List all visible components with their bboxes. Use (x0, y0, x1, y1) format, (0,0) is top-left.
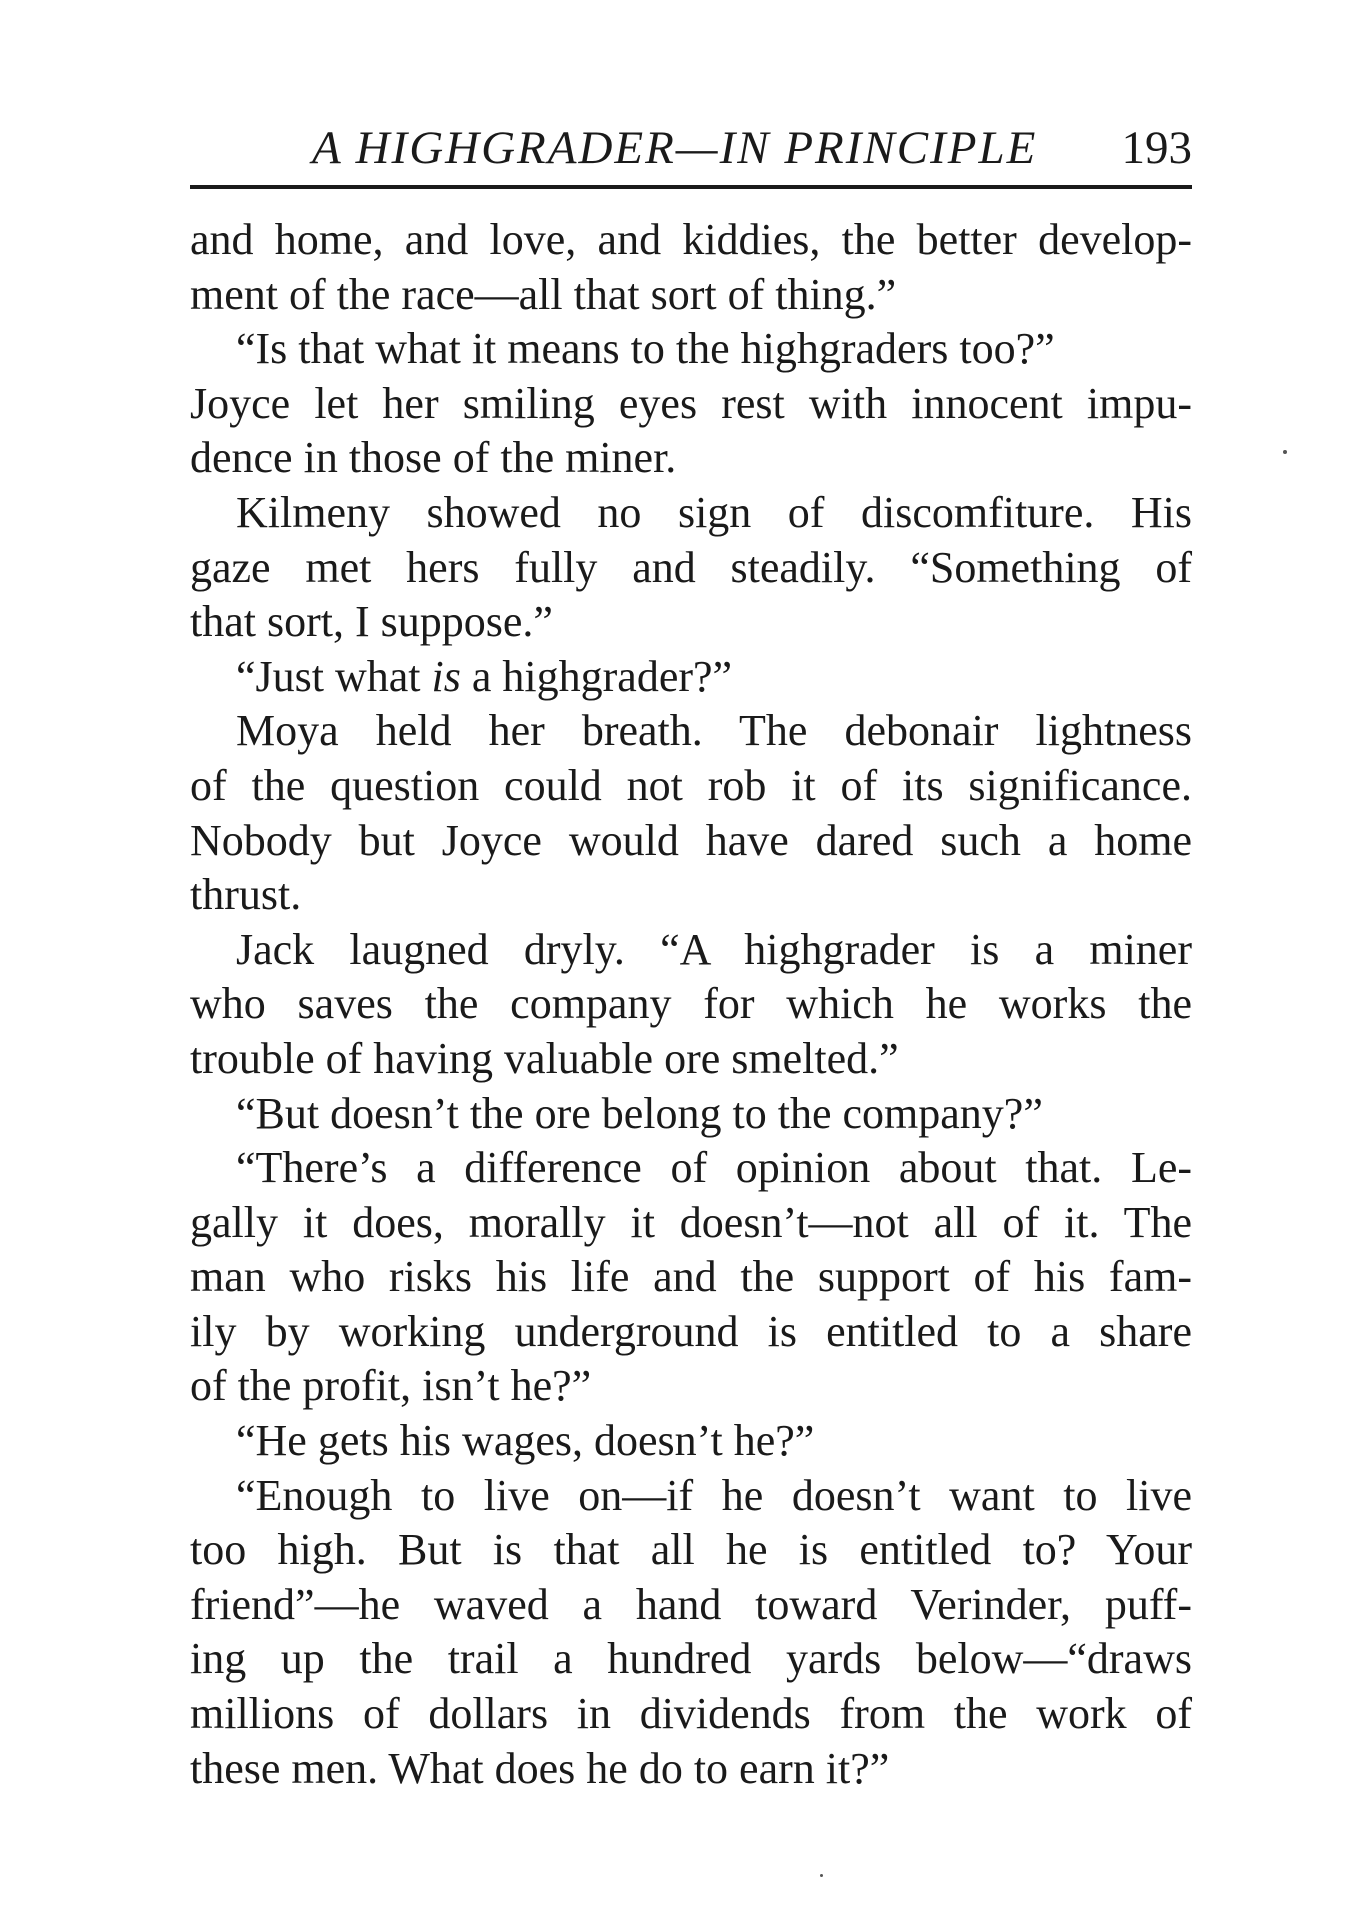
text-line: millions of dollars in dividends from the work of (190, 1689, 1192, 1739)
text-line: these men. What does he do to earn it?” (190, 1743, 890, 1793)
page-number: 193 (1121, 122, 1192, 174)
text-line: that sort, I suppose.” (190, 597, 553, 647)
text-line: “There’s a difference of opinion about that. Le- (236, 1143, 1192, 1193)
text-line: “But doesn’t the ore belong to the company?” (236, 1088, 1043, 1138)
text-segment: “Just what (236, 651, 432, 701)
text-line: gaze met hers fully and steadily. “Something of (190, 542, 1192, 592)
text-line: thrust. (190, 870, 302, 920)
text-line: and home, and love, and kiddies, the better develop- (190, 215, 1192, 264)
text-line: Joyce let her smiling eyes rest with innocent impu- (190, 378, 1192, 428)
text-line: “He gets his wages, doesn’t he?” (236, 1416, 815, 1466)
running-title: A HIGHGRADER—IN PRINCIPLE (312, 122, 1038, 174)
running-header (190, 118, 1192, 178)
paper-speck (820, 1874, 823, 1877)
text-line: man who risks his life and the support of his fam- (190, 1252, 1192, 1302)
text-line: Moya held her breath. The debonair lightness (236, 706, 1192, 756)
body-text (190, 213, 1192, 1796)
text-line: Kilmeny showed no sign of discomfiture. His (236, 487, 1192, 537)
text-line: ing up the trail a hundred yards below—“draws (190, 1634, 1192, 1684)
text-line: of the profit, isn’t he?” (190, 1361, 592, 1411)
text-line: Nobody but Joyce would have dared such a home (190, 815, 1192, 865)
text-segment: a highgrader?” (460, 651, 733, 701)
text-line: dence in those of the miner. (190, 433, 677, 483)
text-line: ment of the race—all that sort of thing.” (190, 269, 897, 319)
text-line: friend”—he waved a hand toward Verinder, puff- (190, 1579, 1192, 1629)
text-line: ily by working underground is entitled to a share (190, 1306, 1192, 1356)
paper-speck (1283, 450, 1287, 454)
text-line: who saves the company for which he works the (190, 979, 1192, 1029)
text-line: gally it does, morally it doesn’t—not all of it. The (190, 1197, 1192, 1247)
text-line: too high. But is that all he is entitled to? Your (190, 1525, 1192, 1575)
text-line (190, 650, 1192, 705)
header-rule (190, 185, 1192, 189)
text-line: Jack laugned dryly. “A highgrader is a miner (236, 924, 1192, 974)
text-line: trouble of having valuable ore smelted.” (190, 1033, 899, 1083)
text-line: “Is that what it means to the highgraders too?” (236, 324, 1055, 374)
italic-word: is (431, 651, 461, 701)
text-line: “Enough to live on—if he doesn’t want to live (236, 1470, 1192, 1520)
text-line: of the question could not rob it of its significance. (190, 760, 1192, 810)
